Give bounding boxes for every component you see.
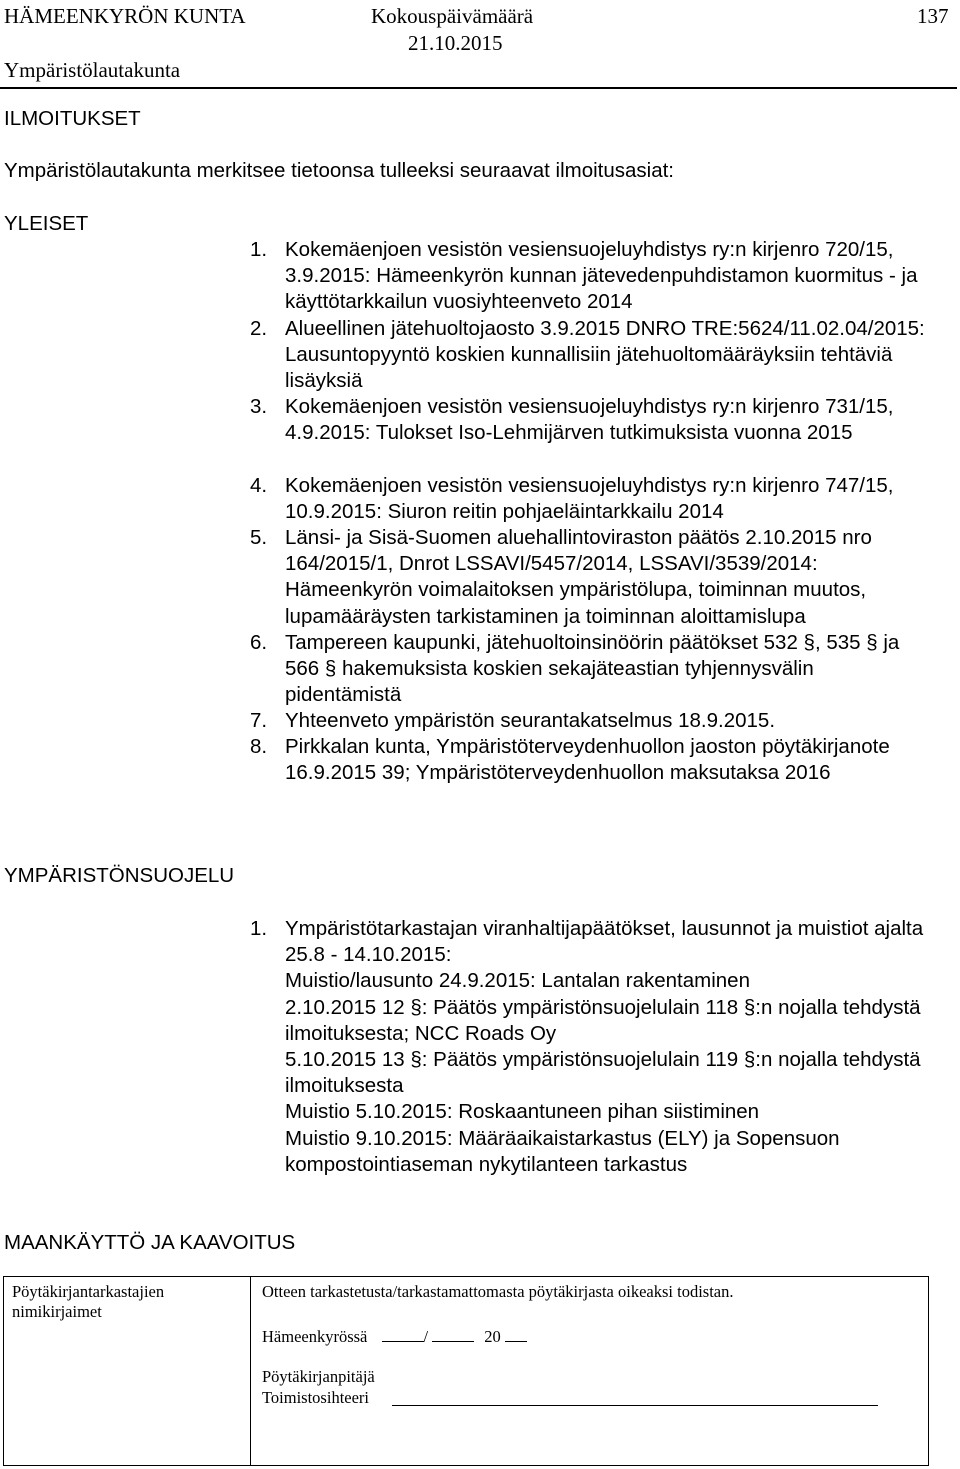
list-item [250,525,930,630]
year-prefix: 20 [484,1327,501,1346]
item-number: 7. [250,709,268,732]
initials-label: Pöytäkirjantarkastajien nimikirjaimet [12,1282,165,1321]
day-blank [382,1325,424,1342]
meeting-date-label: Kokouspäivämäärä [371,4,534,28]
list-item [250,237,930,316]
item-number: 1. [250,917,268,940]
meeting-date: 21.10.2015 [408,31,503,55]
item-text: Yhteenveto ympäristön seurantakatselmus 18.9.2015. [285,709,776,732]
list-item [250,734,930,813]
item-number: 3. [250,395,268,418]
item-text: Alueellinen jätehuoltojaosto 3.9.2015 DNRO TRE:5624/11.02.04/2015: Lausuntopyyntö koskien kunnallisiin jätehuoltomääräyksiin tehtäviä lisäyksiä [285,317,925,393]
list-item [250,394,930,473]
list-item [250,630,930,708]
item-number: 1. [250,238,268,261]
signature-initials-cell [4,1277,251,1465]
item-line: Muistio/lausunto 24.9.2015: Lantalan rakentaminen [285,969,750,993]
item-text: Kokemäenjoen vesistön vesiensuojeluyhdistys ry:n kirjenro 720/15, 3.9.2015: Hämeenkyrön kunnan jätevedenpuhdistamon kuormitus - ja käyttötarkkailun vuosiyhteenveto 2014 [285,238,918,314]
item-line: Muistio 5.10.2015: Roskaantuneen pihan siistiminen [285,1100,760,1124]
item-text: Kokemäenjoen vesistön vesiensuojeluyhdistys ry:n kirjenro 731/15, 4.9.2015: Tulokset Iso-Lehmijärven tutkimuksista vuonna 2015 [285,395,894,445]
section-heading-ymparistonsuojelu: YMPÄRISTÖNSUOJELU [4,864,235,887]
list-item [250,916,930,1178]
page-title: ILMOITUKSET [4,107,141,130]
item-number: 4. [250,474,268,497]
signature-box [3,1276,929,1466]
certify-text: Otteen tarkastetusta/tarkastamattomasta pöytäkirjasta oikeaksi todistan. [262,1282,734,1301]
list-item [250,316,930,394]
keeper-label: Pöytäkirjanpitäjä [262,1367,375,1386]
item-number: 2. [250,317,268,340]
item-line: Muistio 9.10.2015: Määräaikaistarkastus (ELY) ja Sopensuon kompostointiaseman nykytilanteen tarkastus [285,1126,840,1176]
item-text: Pirkkalan kunta, Ympäristöterveydenhuollon jaoston pöytäkirjanote 16.9.2015 39; Ympäristöterveydenhuollon maksutaksa 2016 [285,735,890,785]
board-name: Ympäristölautakunta [4,58,181,82]
item-text: Länsi- ja Sisä-Suomen aluehallintoviraston päätös 2.10.2015 nro 164/2015/1, Dnrot LSSAVI/5457/2014, LSSAVI/3539/2014: Hämeenkyrön voimalaitoksen ympäristölupa, toiminnan muutos, lupamääräysten tarkistaminen ja toiminnan aloittamislupa [285,526,872,628]
item-text: Tampereen kaupunki, jätehuoltoinsinöörin päätökset 532 §, 535 § ja 566 § hakemuksista koskien sekajäteastian tyhjennysvälin pidentämistä [285,631,900,707]
yleiset-list [250,237,930,813]
list-item [250,473,930,525]
place-label: Hämeenkyrössä [262,1327,368,1346]
month-blank [432,1325,474,1342]
item-line: 5.10.2015 13 §: Päätös ympäristönsuojelulain 119 §:n nojalla tehdystä ilmoituksesta [285,1048,921,1098]
item-number: 8. [250,735,268,758]
item-text: Kokemäenjoen vesistön vesiensuojeluyhdistys ry:n kirjenro 747/15, 10.9.2015: Siuron reitin pohjaeläintarkkailu 2014 [285,474,894,524]
keeper-title: Toimistosihteeri [262,1388,370,1407]
date-slash: / [423,1327,429,1346]
page-number: 137 [917,4,949,28]
place-date-line [262,1325,527,1347]
item-line: Ympäristötarkastajan viranhaltijapäätökset, lausunnot ja muistiot ajalta 25.8 - 14.10.2015: [285,917,924,967]
ymparistonsuojelu-list [250,916,930,1178]
header-rule [0,87,957,89]
signature-line [392,1405,878,1406]
list-item [250,708,930,734]
section-heading-yleiset: YLEISET [4,212,89,235]
municipality-name: HÄMEENKYRÖN KUNTA [4,4,246,28]
item-number: 6. [250,631,268,654]
year-blank [505,1325,527,1342]
intro-text: Ympäristölautakunta merkitsee tietoonsa tulleeksi seuraavat ilmoitusasiat: [4,159,674,182]
section-heading-maankaytto: MAANKÄYTTÖ JA KAAVOITUS [4,1231,296,1254]
item-number: 5. [250,526,268,549]
item-line: 2.10.2015 12 §: Päätös ympäristönsuojelulain 118 §:n nojalla tehdystä ilmoituksesta; NCC Roads Oy [285,995,921,1045]
